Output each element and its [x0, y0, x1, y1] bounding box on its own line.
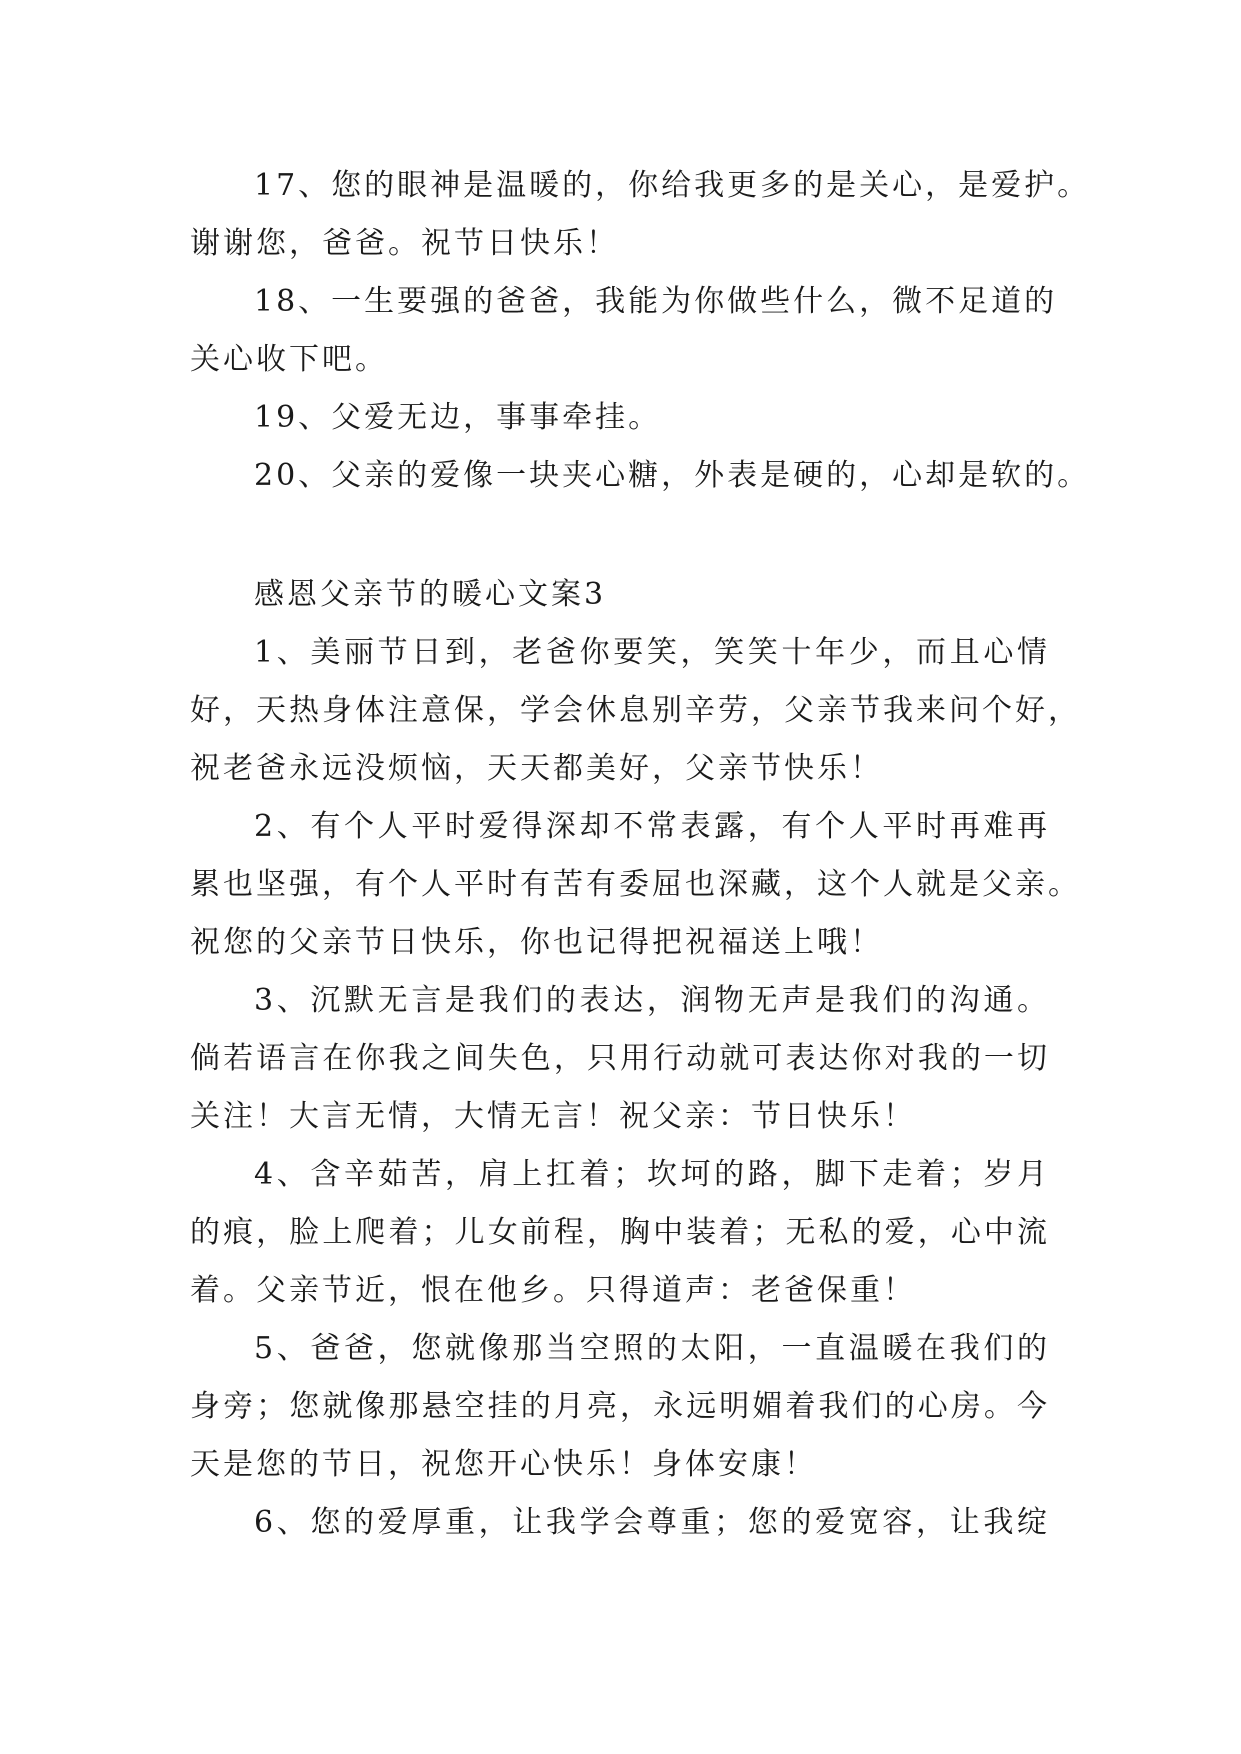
item-1-line-1: 1、美丽节日到，老爸你要笑，笑笑十年少，而且心情	[254, 635, 1050, 670]
paragraph-17-line-1: 17、您的眼神是温暖的，你给我更多的是关心，是爱护。	[254, 168, 1091, 203]
item-6-line-1: 6、您的爱厚重，让我学会尊重；您的爱宽容，让我绽	[254, 1505, 1050, 1540]
item-4-line-1: 4、含辛茹苦，肩上扛着；坎坷的路，脚下走着；岁月	[254, 1157, 1050, 1192]
item-5-line-1: 5、爸爸，您就像那当空照的太阳，一直温暖在我们的	[254, 1331, 1050, 1366]
item-1-line-2: 好，天热身体注意保，学会休息别辛劳，父亲节我来问个好，	[190, 693, 1081, 728]
item-2-line-3: 祝您的父亲节日快乐，你也记得把祝福送上哦！	[190, 925, 883, 960]
paragraph-19: 19、父爱无边，事事牵挂。	[254, 400, 662, 435]
item-3-line-1: 3、沉默无言是我们的表达，润物无声是我们的沟通。	[254, 983, 1050, 1018]
item-1-line-3: 祝老爸永远没烦恼，天天都美好，父亲节快乐！	[190, 751, 883, 786]
item-3-line-2: 倘若语言在你我之间失色，只用行动就可表达你对我的一切	[190, 1041, 1050, 1076]
paragraph-18-line-2: 关心收下吧。	[190, 342, 388, 377]
paragraph-17-line-2: 谢谢您，爸爸。祝节日快乐！	[190, 226, 619, 261]
item-2-line-1: 2、有个人平时爱得深却不常表露，有个人平时再难再	[254, 809, 1050, 844]
item-4-line-3: 着。父亲节近，恨在他乡。只得道声：老爸保重！	[190, 1273, 916, 1308]
item-5-line-3: 天是您的节日，祝您开心快乐！身体安康！	[190, 1447, 817, 1482]
section-heading: 感恩父亲节的暖心文案3	[254, 577, 607, 612]
item-2-line-2: 累也坚强，有个人平时有苦有委屈也深藏，这个人就是父亲。	[190, 867, 1081, 902]
item-3-line-3: 关注！大言无情，大情无言！祝父亲：节日快乐！	[190, 1099, 916, 1134]
paragraph-18-line-1: 18、一生要强的爸爸，我能为你做些什么，微不足道的	[254, 284, 1058, 319]
item-4-line-2: 的痕，脸上爬着；儿女前程，胸中装着；无私的爱，心中流	[190, 1215, 1050, 1250]
item-5-line-2: 身旁；您就像那悬空挂的月亮，永远明媚着我们的心房。今	[190, 1389, 1050, 1424]
paragraph-20: 20、父亲的爱像一块夹心糖，外表是硬的，心却是软的。	[254, 458, 1091, 493]
